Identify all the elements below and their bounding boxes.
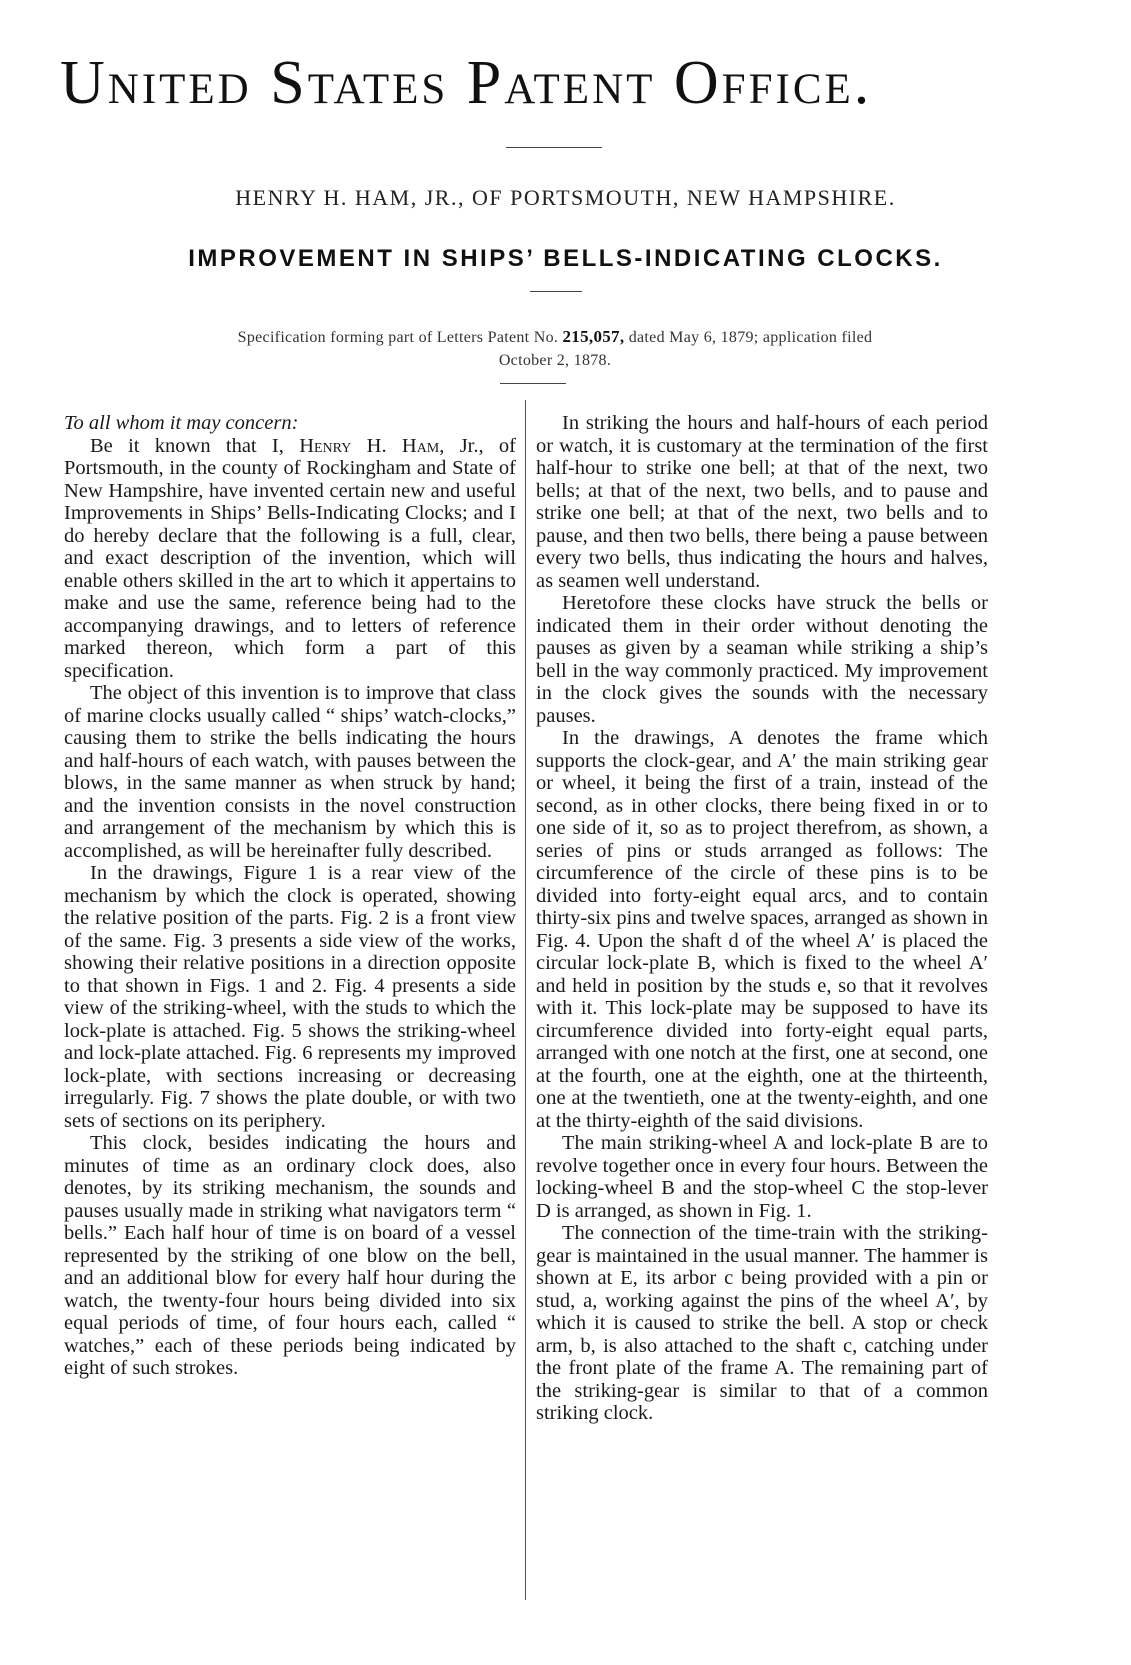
spec-dates: dated May 6, 1879; application filed bbox=[628, 329, 873, 346]
salutation: To all whom it may concern: bbox=[64, 412, 299, 434]
invention-rule bbox=[530, 291, 582, 292]
paragraph: In the drawings, Figure 1 is a rear view of the mechanism by which the clock is operated, showing the relative position of the parts. Fig. 2 is a front view of the same. Fig. 3 presents a side view of the works, showing their relative positions in a direction opposite to that shown in Figs. 1 and 2. Fig. 4 presents a side view of the striking-wheel, with the studs to which the lock-plate is attached. Fig. 5 shows the striking-wheel and lock-plate attached. Fig. 6 represents my improved lock-plate, with sections increasing or decreasing irregularly. Fig. 7 shows the plate double, or with two sets of sections on its periphery. bbox=[64, 862, 516, 1132]
paragraph: This clock, besides indicating the hours and minutes of time as an ordinary clock does, also denotes, by its striking mechanism, the sounds and pauses usually made in striking what navigators term “ bells.” Each half hour of time is on board of a vessel represented by the striking of one blow on the bell, and an additional blow for every half hour during the watch, the twenty-four hours being divided into six equal periods of time, of four hours each, called “ watches,” each of these periods being indicated by eight of such strokes. bbox=[64, 1132, 516, 1379]
intro-text: Jr., of Portsmouth, in the county of Rockingham and State of New Hampshire, have invented certain new and useful Improvements in Ships’ Bells-Indicating Clocks; and I do hereby declare that the following is a full, clear, and exact description of the invention, which will enable others skilled in the art to which it appertains to make and use the same, reference being had to the accompanying drawings, and to letters of reference marked thereon, which form a part of this specification. bbox=[64, 434, 517, 682]
office-title: United States Patent Office. bbox=[60, 49, 873, 117]
paragraph bbox=[64, 435, 516, 683]
column-divider bbox=[525, 400, 526, 1600]
spec-filed-date: October 2, 1878. bbox=[498, 352, 612, 369]
intro-lead: Be it known that I, bbox=[90, 434, 284, 457]
spec-rule bbox=[500, 383, 566, 384]
left-column bbox=[64, 412, 516, 1380]
paragraph: The object of this invention is to improve that class of marine clocks usually called “ ships’ watch-clocks,” causing them to strike the bells indicating the hours and half-hours of each watch, with pauses between the blows, in the same manner as when struck by hand; and the invention consists in the novel construction and arrangement of the mechanism by which this is accomplished, as will be hereinafter fully described. bbox=[64, 682, 516, 862]
inventor-name: Henry H. Ham, bbox=[299, 434, 445, 457]
specification-line bbox=[105, 325, 1005, 372]
invention-title: IMPROVEMENT IN SHIPS’ BELLS-INDICATING CLOCKS. bbox=[188, 245, 943, 272]
title-rule bbox=[506, 147, 602, 148]
right-column bbox=[536, 412, 988, 1425]
paragraph: In striking the hours and half-hours of each period or watch, it is customary at the termination of the first half-hour to strike one bell; at that of the next, two bells; at that of the next, two bells, and to pause and strike one bell; at that of the next, two bells and to pause, and then two bells, there being a pause between every two bells, thus indicating the hours and halves, as seamen well understand. bbox=[536, 412, 988, 592]
paragraph: Heretofore these clocks have struck the bells or indicated them in their order without denoting the pauses as given by a seaman while striking a ship’s bell in the way commonly practiced. My improvement in the clock gives the sounds with the necessary pauses. bbox=[536, 592, 988, 727]
spec-prefix: Specification forming part of Letters Patent No. bbox=[237, 329, 559, 346]
paragraph: In the drawings, A denotes the frame which supports the clock-gear, and A′ the main striking gear or wheel, it being the first of a train, instead of the second, as in other clocks, there being fixed in or to one side of it, so as to project therefrom, as shown, a series of pins or studs arranged as follows: The circumference of the circle of these pins is to be divided into forty-eight equal arcs, and to contain thirty-six pins and twelve spaces, arranged as shown in Fig. 4. Upon the shaft d of the wheel A′ is placed the circular lock-plate B, which is fixed to the wheel A′ and held in position by the studs e, so that it revolves with it. This lock-plate may be supposed to have its circumference divided into forty-eight equal parts, arranged with one notch at the first, one at second, one at the fourth, one at the eighth, one at the thirteenth, one at the twentieth, one at the twenty-eighth, and one at the thirty-eighth of the said divisions. bbox=[536, 727, 988, 1132]
paragraph: The main striking-wheel A and lock-plate B are to revolve together once in every four hours. Between the locking-wheel B and the stop-wheel C the stop-lever D is arranged, as shown in Fig. 1. bbox=[536, 1132, 988, 1222]
inventor-line: HENRY H. HAM, JR., OF PORTSMOUTH, NEW HAMPSHIRE. bbox=[235, 185, 896, 210]
patent-number: 215,057, bbox=[562, 327, 625, 346]
paragraph: The connection of the time-train with the striking-gear is maintained in the usual manner. The hammer is shown at E, its arbor c being provided with a pin or stud, a, working against the pins of the wheel A′, by which it is caused to strike the bell. A stop or check arm, b, is also attached to the shaft c, catching under the front plate of the frame A. The remaining part of the striking-gear is similar to that of a common striking clock. bbox=[536, 1222, 988, 1424]
